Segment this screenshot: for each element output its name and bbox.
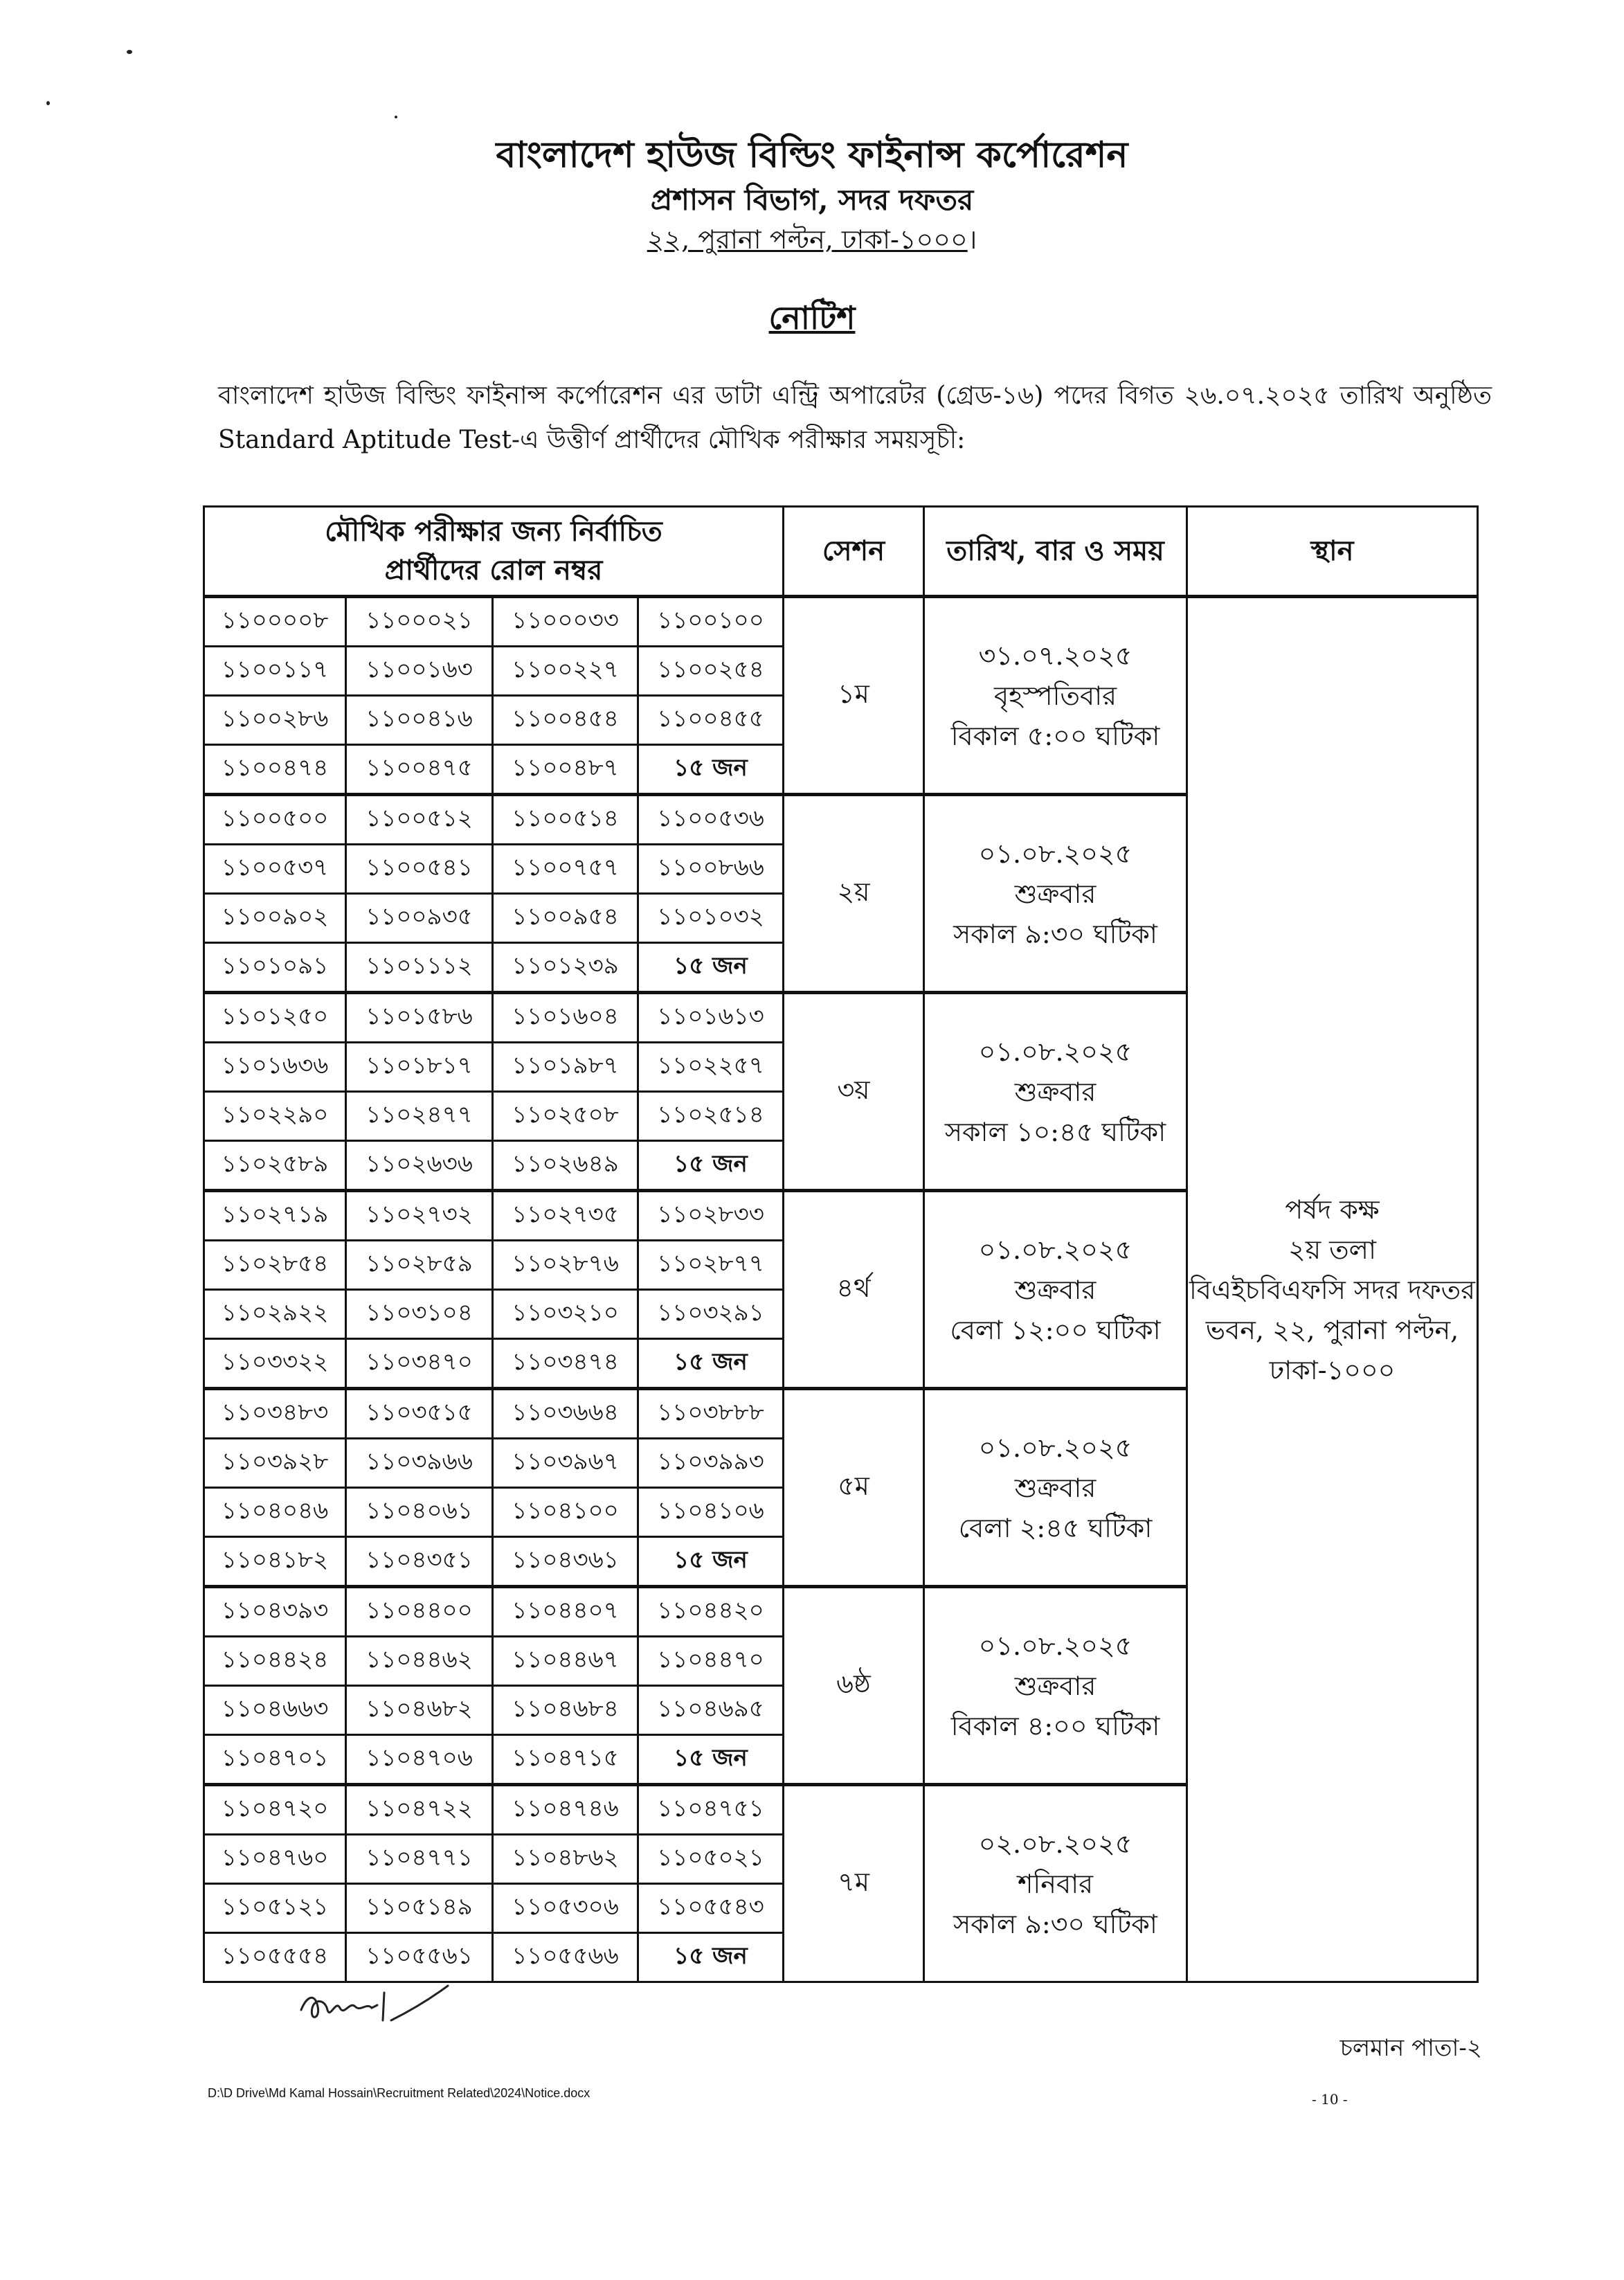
roll-number: ১১০২৪৭৭ bbox=[346, 1092, 493, 1141]
roll-number: ১১০৩৯৬৬ bbox=[346, 1439, 493, 1488]
roll-number: ১১০৪৭৬০ bbox=[204, 1835, 346, 1884]
roll-number: ১১০২৫৮৯ bbox=[204, 1141, 346, 1191]
roll-number: ১১০৫৩০৬ bbox=[493, 1884, 638, 1933]
roll-number: ১১০২৭৩২ bbox=[346, 1191, 493, 1241]
session-day: শুক্রবার bbox=[1014, 1670, 1097, 1701]
roll-number: ১১০৩৪৮৩ bbox=[204, 1389, 346, 1439]
session-date: ৩১.০৭.২০২৫ bbox=[978, 640, 1133, 671]
table-row bbox=[204, 597, 1478, 647]
roll-number: ১১০৫৫৬১ bbox=[346, 1933, 493, 1982]
roll-number: ১১০০১৬৩ bbox=[346, 647, 493, 696]
roll-number: ১১০১১১২ bbox=[346, 943, 493, 993]
venue-header: স্থান bbox=[1187, 507, 1478, 597]
session-time: সকাল ১০:৪৫ ঘটিকা bbox=[944, 1116, 1166, 1147]
session-date: ০১.০৮.২০২৫ bbox=[978, 1036, 1133, 1067]
roll-number: ১১০০২৮৬ bbox=[204, 696, 346, 745]
roll-number: ১১০৫৫৫৪ bbox=[204, 1933, 346, 1982]
session-time: সকাল ৯:৩০ ঘটিকা bbox=[953, 918, 1157, 949]
roll-number: ১১০২৫১৪ bbox=[638, 1092, 784, 1141]
roll-number: ১১০২৯২২ bbox=[204, 1290, 346, 1339]
roll-number: ১১০০৪৫৪ bbox=[493, 696, 638, 745]
roll-number: ১১০৪৪০৭ bbox=[493, 1587, 638, 1637]
roll-number: ১১০৪৭২২ bbox=[346, 1785, 493, 1835]
roll-number: ১১০২৮৭৭ bbox=[638, 1241, 784, 1290]
session-day: শনিবার bbox=[1017, 1868, 1094, 1899]
roll-number: ১১০১০৩২ bbox=[638, 894, 784, 943]
session-label: ৬ষ্ঠ bbox=[784, 1587, 924, 1785]
roll-number: ১১০৩৯৬৭ bbox=[493, 1439, 638, 1488]
organization-name: বাংলাদেশ হাউজ বিল্ডিং ফাইনান্স কর্পোরেশন bbox=[496, 134, 1128, 176]
roll-number: ১১০৩৫১৫ bbox=[346, 1389, 493, 1439]
viva-schedule-table bbox=[203, 505, 1479, 1983]
roll-number: ১১০২৭৩৫ bbox=[493, 1191, 638, 1241]
candidate-count: ১৫ জন bbox=[638, 943, 784, 993]
roll-number: ১১০৪৪২০ bbox=[638, 1587, 784, 1637]
session-time: বিকাল ৫:০০ ঘটিকা bbox=[950, 720, 1160, 751]
file-path: D:\D Drive\Md Kamal Hossain\Recruitment Related\2024\Notice.docx bbox=[208, 2086, 590, 2100]
roll-number: ১১০৪০৪৬ bbox=[204, 1488, 346, 1537]
session-datetime bbox=[924, 993, 1187, 1191]
roll-number: ১১০২৫০৮ bbox=[493, 1092, 638, 1141]
notice-title: নোটিশ bbox=[768, 299, 856, 336]
roll-number: ১১০৪৭০৬ bbox=[346, 1735, 493, 1785]
session-date: ০১.০৮.২০২৫ bbox=[978, 1432, 1133, 1463]
roll-number: ১১০৫১২১ bbox=[204, 1884, 346, 1933]
roll-number: ১১০৪৬৮২ bbox=[346, 1686, 493, 1735]
session-datetime bbox=[924, 1191, 1187, 1389]
roll-number: ১১০৩৬৬৪ bbox=[493, 1389, 638, 1439]
scan-speck bbox=[127, 50, 132, 54]
roll-number: ১১০৩৯৯৩ bbox=[638, 1439, 784, 1488]
roll-number: ১১০৩১০৪ bbox=[346, 1290, 493, 1339]
roll-number: ১১০১৬০৪ bbox=[493, 993, 638, 1043]
roll-number: ১১০০১০০ bbox=[638, 597, 784, 647]
candidate-count: ১৫ জন bbox=[638, 1735, 784, 1785]
roll-number: ১১০০২২৭ bbox=[493, 647, 638, 696]
session-datetime bbox=[924, 1389, 1187, 1587]
roll-number: ১১০২২৯০ bbox=[204, 1092, 346, 1141]
department-name: প্রশাসন বিভাগ, সদর দফতর bbox=[650, 182, 974, 217]
session-label: ৫ম bbox=[784, 1389, 924, 1587]
roll-number: ১১০৩৮৮৮ bbox=[638, 1389, 784, 1439]
session-header: সেশন bbox=[784, 507, 924, 597]
roll-number: ১১০০৮৬৬ bbox=[638, 845, 784, 894]
roll-number: ১১০১৯৮৭ bbox=[493, 1043, 638, 1092]
roll-number: ১১০৫৫৪৩ bbox=[638, 1884, 784, 1933]
signature bbox=[294, 1972, 453, 2034]
session-date: ০১.০৮.২০২৫ bbox=[978, 1234, 1133, 1265]
roll-number: ১১০৫০২১ bbox=[638, 1835, 784, 1884]
roll-number: ১১০৪৭৪৬ bbox=[493, 1785, 638, 1835]
roll-number: ১১০২৮৫৪ bbox=[204, 1241, 346, 1290]
roll-number: ১১০০৪৮৭ bbox=[493, 745, 638, 795]
candidate-count: ১৫ জন bbox=[638, 1537, 784, 1587]
scan-speck bbox=[395, 116, 397, 118]
candidate-count: ১৫ জন bbox=[638, 745, 784, 795]
roll-number: ১১০৪৭১৫ bbox=[493, 1735, 638, 1785]
roll-number: ১১০০৯৫৪ bbox=[493, 894, 638, 943]
roll-number: ১১০৪৮৬২ bbox=[493, 1835, 638, 1884]
session-time: বেলা ২:৪৫ ঘটিকা bbox=[958, 1512, 1153, 1543]
roll-number: ১১০০০০৮ bbox=[204, 597, 346, 647]
roll-number: ১১০২৮৩৩ bbox=[638, 1191, 784, 1241]
session-datetime bbox=[924, 795, 1187, 993]
roll-number: ১১০০৫৩৭ bbox=[204, 845, 346, 894]
roll-number: ১১০৪৪২৪ bbox=[204, 1637, 346, 1686]
roll-number: ১১০০৯৩৫ bbox=[346, 894, 493, 943]
roll-number: ১১০৪৬৬৩ bbox=[204, 1686, 346, 1735]
session-time: বেলা ১২:০০ ঘটিকা bbox=[950, 1314, 1161, 1345]
session-datetime bbox=[924, 597, 1187, 795]
roll-number: ১১০৪৪০০ bbox=[346, 1587, 493, 1637]
roll-number: ১১০৩২১০ bbox=[493, 1290, 638, 1339]
office-address bbox=[0, 223, 1624, 257]
candidate-count: ১৫ জন bbox=[638, 1141, 784, 1191]
session-datetime bbox=[924, 1587, 1187, 1785]
venue-line3: বিএইচবিএফসি সদর দফতর bbox=[1189, 1274, 1476, 1305]
roll-number: ১১০১৬৩৬ bbox=[204, 1043, 346, 1092]
datetime-header: তারিখ, বার ও সময় bbox=[924, 507, 1187, 597]
roll-number: ১১০৫৫৬৬ bbox=[493, 1933, 638, 1982]
page-number: - 10 - bbox=[1312, 2091, 1348, 2108]
roll-number: ১১০১২৫০ bbox=[204, 993, 346, 1043]
venue-cell bbox=[1187, 597, 1478, 1982]
session-time: বিকাল ৪:০০ ঘটিকা bbox=[950, 1710, 1160, 1741]
session-label: ১ম bbox=[784, 597, 924, 795]
roll-number: ১১০৪৩৯৩ bbox=[204, 1587, 346, 1637]
scan-speck bbox=[46, 101, 50, 105]
roll-number: ১১০৪০৬১ bbox=[346, 1488, 493, 1537]
roll-number: ১১০১৮১৭ bbox=[346, 1043, 493, 1092]
roll-number: ১১০২৮৫৯ bbox=[346, 1241, 493, 1290]
roll-number: ১১০০৫০০ bbox=[204, 795, 346, 845]
address-suffix: । bbox=[967, 224, 977, 255]
roll-number: ১১০৪১৮২ bbox=[204, 1537, 346, 1587]
address-text: ২২, পুরানা পল্টন, ঢাকা-১০০০ bbox=[647, 224, 968, 255]
session-day: শুক্রবার bbox=[1014, 1274, 1097, 1305]
roll-number: ১১০০৭৫৭ bbox=[493, 845, 638, 894]
roll-number: ১১০০০৩৩ bbox=[493, 597, 638, 647]
roll-number: ১১০০০২১ bbox=[346, 597, 493, 647]
roll-number: ১১০০৪৭৫ bbox=[346, 745, 493, 795]
roll-number: ১১০৪৬৯৫ bbox=[638, 1686, 784, 1735]
session-date: ০১.০৮.২০২৫ bbox=[978, 1630, 1133, 1661]
continued-page-note: চলমান পাতা-২ bbox=[1339, 2034, 1482, 2062]
roll-number: ১১০০১১৭ bbox=[204, 647, 346, 696]
roll-number: ১১০৪৪৭০ bbox=[638, 1637, 784, 1686]
roll-number: ১১০০২৫৪ bbox=[638, 647, 784, 696]
roll-number: ১১০১৫৮৬ bbox=[346, 993, 493, 1043]
roll-number: ১১০০৪৫৫ bbox=[638, 696, 784, 745]
roll-number: ১১০৩৩২২ bbox=[204, 1339, 346, 1389]
intro-paragraph: বাংলাদেশ হাউজ বিল্ডিং ফাইনান্স কর্পোরেশন এর ডাটা এন্ট্রি অপারেটর (গ্রেড-১৬) পদের বিগত ২৬.০৭.২০২৫ তারিখ অনুষ্ঠিত Standard Aptitude Test-এ উত্তীর্ণ প্রার্থীদের মৌখিক পরীক্ষার সময়সূচী: bbox=[218, 382, 1492, 454]
roll-number: ১১০৩২৯১ bbox=[638, 1290, 784, 1339]
session-label: ২য় bbox=[784, 795, 924, 993]
session-day: শুক্রবার bbox=[1014, 878, 1097, 909]
roll-number: ১১০৪৭২০ bbox=[204, 1785, 346, 1835]
venue-line1: পর্ষদ কক্ষ bbox=[1285, 1194, 1380, 1225]
roll-number: ১১০২৭১৯ bbox=[204, 1191, 346, 1241]
roll-header-line2: প্রার্থীদের রোল নম্বর bbox=[384, 554, 603, 586]
letterhead bbox=[0, 132, 1624, 258]
roll-number: ১১০৪৪৬৭ bbox=[493, 1637, 638, 1686]
roll-number: ১১০০৪৭৪ bbox=[204, 745, 346, 795]
candidate-count: ১৫ জন bbox=[638, 1339, 784, 1389]
roll-number: ১১০০৫৪১ bbox=[346, 845, 493, 894]
roll-number: ১১০৪৭৭১ bbox=[346, 1835, 493, 1884]
venue-line4: ভবন, ২২, পুরানা পল্টন, bbox=[1205, 1314, 1459, 1345]
roll-number: ১১০২২৫৭ bbox=[638, 1043, 784, 1092]
roll-number: ১১০৪৬৮৪ bbox=[493, 1686, 638, 1735]
session-day: বৃহস্পতিবার bbox=[993, 680, 1117, 711]
roll-number: ১১০০৯০২ bbox=[204, 894, 346, 943]
venue-line2: ২য় তলা bbox=[1288, 1234, 1377, 1265]
roll-number: ১১০২৬৩৬ bbox=[346, 1141, 493, 1191]
roll-number: ১১০১৬১৩ bbox=[638, 993, 784, 1043]
session-label: ৩য় bbox=[784, 993, 924, 1191]
roll-number: ১১০৪৩৬১ bbox=[493, 1537, 638, 1587]
roll-number: ১১০৪৩৫১ bbox=[346, 1537, 493, 1587]
roll-number: ১১০০৫৩৬ bbox=[638, 795, 784, 845]
roll-number: ১১০৪৭৫১ bbox=[638, 1785, 784, 1835]
roll-number: ১১০২৬৪৯ bbox=[493, 1141, 638, 1191]
roll-header-line1: মৌখিক পরীক্ষার জন্য নির্বাচিত bbox=[325, 515, 662, 548]
schedule-body bbox=[204, 597, 1478, 1982]
session-day: শুক্রবার bbox=[1014, 1472, 1097, 1503]
session-day: শুক্রবার bbox=[1014, 1076, 1097, 1107]
session-label: ৪র্থ bbox=[784, 1191, 924, 1389]
roll-number: ১১০৩৯২৮ bbox=[204, 1439, 346, 1488]
roll-number: ১১০২৮৭৬ bbox=[493, 1241, 638, 1290]
candidate-count: ১৫ জন bbox=[638, 1933, 784, 1982]
roll-number: ১১০১০৯১ bbox=[204, 943, 346, 993]
roll-number: ১১০৪১০৬ bbox=[638, 1488, 784, 1537]
roll-numbers-header bbox=[204, 507, 784, 597]
roll-number: ১১০৫১৪৯ bbox=[346, 1884, 493, 1933]
roll-number: ১১০৪৪৬২ bbox=[346, 1637, 493, 1686]
roll-number: ১১০৩৪৭০ bbox=[346, 1339, 493, 1389]
session-date: ০২.০৮.২০২৫ bbox=[978, 1828, 1133, 1859]
session-date: ০১.০৮.২০২৫ bbox=[978, 838, 1133, 869]
roll-number: ১১০৪৭০১ bbox=[204, 1735, 346, 1785]
venue-line5: ঢাকা-১০০০ bbox=[1269, 1354, 1396, 1385]
session-time: সকাল ৯:৩০ ঘটিকা bbox=[953, 1908, 1157, 1939]
roll-number: ১১০১২৩৯ bbox=[493, 943, 638, 993]
roll-number: ১১০০৫১২ bbox=[346, 795, 493, 845]
roll-number: ১১০০৫১৪ bbox=[493, 795, 638, 845]
roll-number: ১১০০৪১৬ bbox=[346, 696, 493, 745]
session-label: ৭ম bbox=[784, 1785, 924, 1982]
roll-number: ১১০৩৪৭৪ bbox=[493, 1339, 638, 1389]
session-datetime bbox=[924, 1785, 1187, 1982]
roll-number: ১১০৪১০০ bbox=[493, 1488, 638, 1537]
